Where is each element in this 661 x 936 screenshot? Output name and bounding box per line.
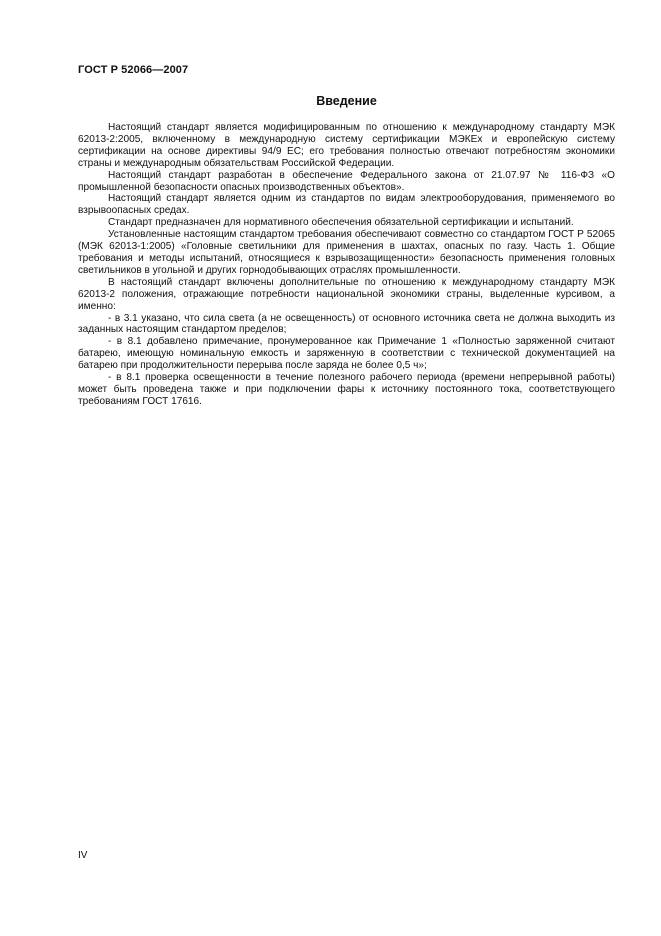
introduction-body <box>78 122 615 408</box>
list-item-8-1-note: - в 8.1 добавлено примечание, пронумерованное как Примечание 1 «Полностью заряженной считают батарею, имеющую номинальную емкость и заряженную в соответствии с технической документацией на батарею при продолжительности перерыва после заряда не более 0,5 ч»; <box>78 336 615 372</box>
list-item-8-1-check: - в 8.1 проверка освещенности в течение полезного рабочего периода (времени непрерывной работы) может быть проведена также и при подключении фары к источнику постоянного тока, соответствующего требованиям ГОСТ 17616. <box>78 372 615 407</box>
paragraph-purpose: Стандарт предназначен для нормативного обеспечения обязательной сертификации и испытаний. <box>108 217 574 229</box>
page-number: IV <box>78 850 88 861</box>
list-item-3-1: - в 3.1 указано, что сила света (а не освещенность) от основного источника света не должна выходить из заданных настоящим стандартом пределов; <box>78 312 615 336</box>
paragraph-modification: Настоящий стандарт является модифицированным по отношению к международному стандарту МЭК 62013-2:2005, включенному в международную систему сертификации МЭКЕх и европейскую систему сертификации на основе директивы 94/9 ЕС; его требования полностью отвечают потребностям экономики страны и международным обязательствам Российской Федерации. <box>78 122 615 169</box>
paragraph-additional-provisions: В настоящий стандарт включены дополнительные по отношению к международному стандарту МЭК 62013-2 положения, отражающие потребности национальной экономики страны, выделенные курсивом, а именно: <box>78 276 615 312</box>
document-code-header: ГОСТ Р 52066—2007 <box>78 64 189 76</box>
paragraph-federal-law: Настоящий стандарт разработан в обеспечение Федерального закона от 21.07.97 № 116-ФЗ «О промышленной безопасности опасных производственных объектов». <box>78 169 615 193</box>
paragraph-explosive-media: Настоящий стандарт является одним из стандартов по видам электрооборудования, применяемого во взрывоопасных средах. <box>78 193 615 217</box>
paragraph-requirements: Установленные настоящим стандартом требования обеспечивают совместно со стандартом ГОСТ Р 52065 (МЭК 62013-1:2005) «Головные светильники для применения в шахтах, опасных по газу. Часть 1. Общие требования и методы испытаний, относящиеся к взрывозащищенности» безопасность применения головных светильников в угольной и других горнодобывающих отраслях промышленности. <box>78 229 615 276</box>
section-title: Введение <box>316 94 377 108</box>
